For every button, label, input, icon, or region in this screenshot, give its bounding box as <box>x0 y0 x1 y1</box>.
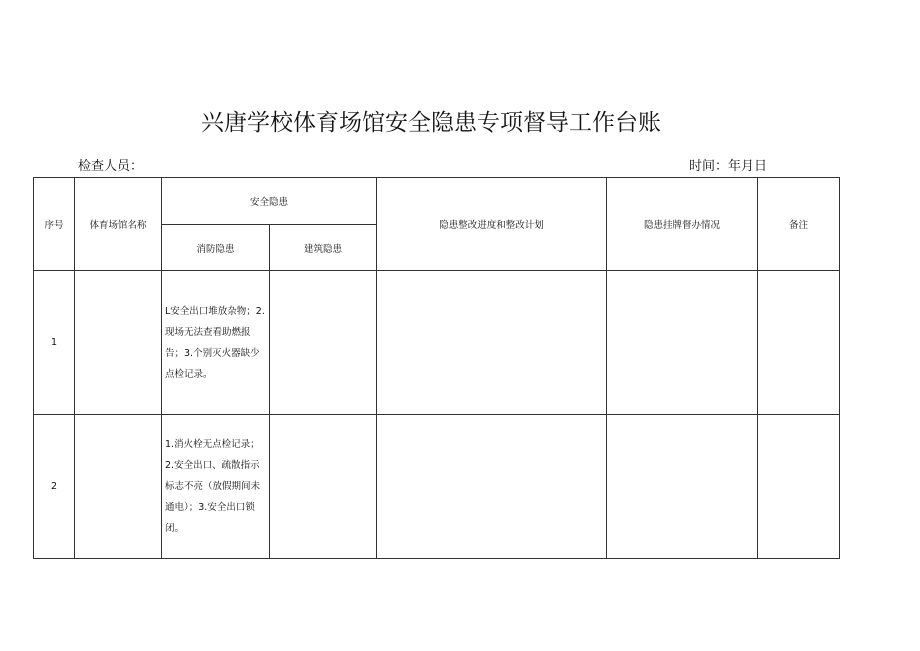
table-row <box>34 271 840 415</box>
header-building-hazard: 建筑隐患 <box>270 225 377 271</box>
page-title: 兴唐学校体育场馆安全隐患专项督导工作台账 <box>201 110 661 136</box>
cell-venue-name <box>75 415 162 559</box>
cell-building-hazard <box>270 415 377 559</box>
table-row <box>34 415 840 559</box>
cell-supervision-status <box>607 271 758 415</box>
cell-supervision-status <box>607 415 758 559</box>
header-safety-hazard: 安全隐患 <box>162 178 377 225</box>
cell-remark <box>758 271 840 415</box>
cell-remark <box>758 415 840 559</box>
ledger-table <box>33 177 840 559</box>
cell-fire-hazard: L安全出口堆放杂物；2.现场无法查看助燃报告；3.个别灭火器缺少点检记录。 <box>162 271 270 415</box>
header-supervision-status: 隐患挂牌督办情况 <box>607 178 758 271</box>
cell-building-hazard <box>270 271 377 415</box>
header-fire-hazard: 消防隐患 <box>162 225 270 271</box>
inspector-label: 检查人员： <box>78 159 144 174</box>
cell-fire-hazard: 1.消火栓无点检记录；2.安全出口、疏散指示标志不亮（放假期间未通电）；3.安全出口锁闭。 <box>162 415 270 559</box>
header-row-1 <box>34 178 840 225</box>
cell-venue-name <box>75 271 162 415</box>
header-seq: 序号 <box>34 178 75 271</box>
cell-rectification-plan <box>377 271 607 415</box>
header-remark: 备注 <box>758 178 840 271</box>
cell-seq: 2 <box>34 415 75 559</box>
header-rectification-plan: 隐患整改进度和整改计划 <box>377 178 607 271</box>
time-label: 时间：年月日 <box>689 159 768 174</box>
cell-seq: 1 <box>34 271 75 415</box>
cell-rectification-plan <box>377 415 607 559</box>
header-venue-name: 体育场馆名称 <box>75 178 162 271</box>
